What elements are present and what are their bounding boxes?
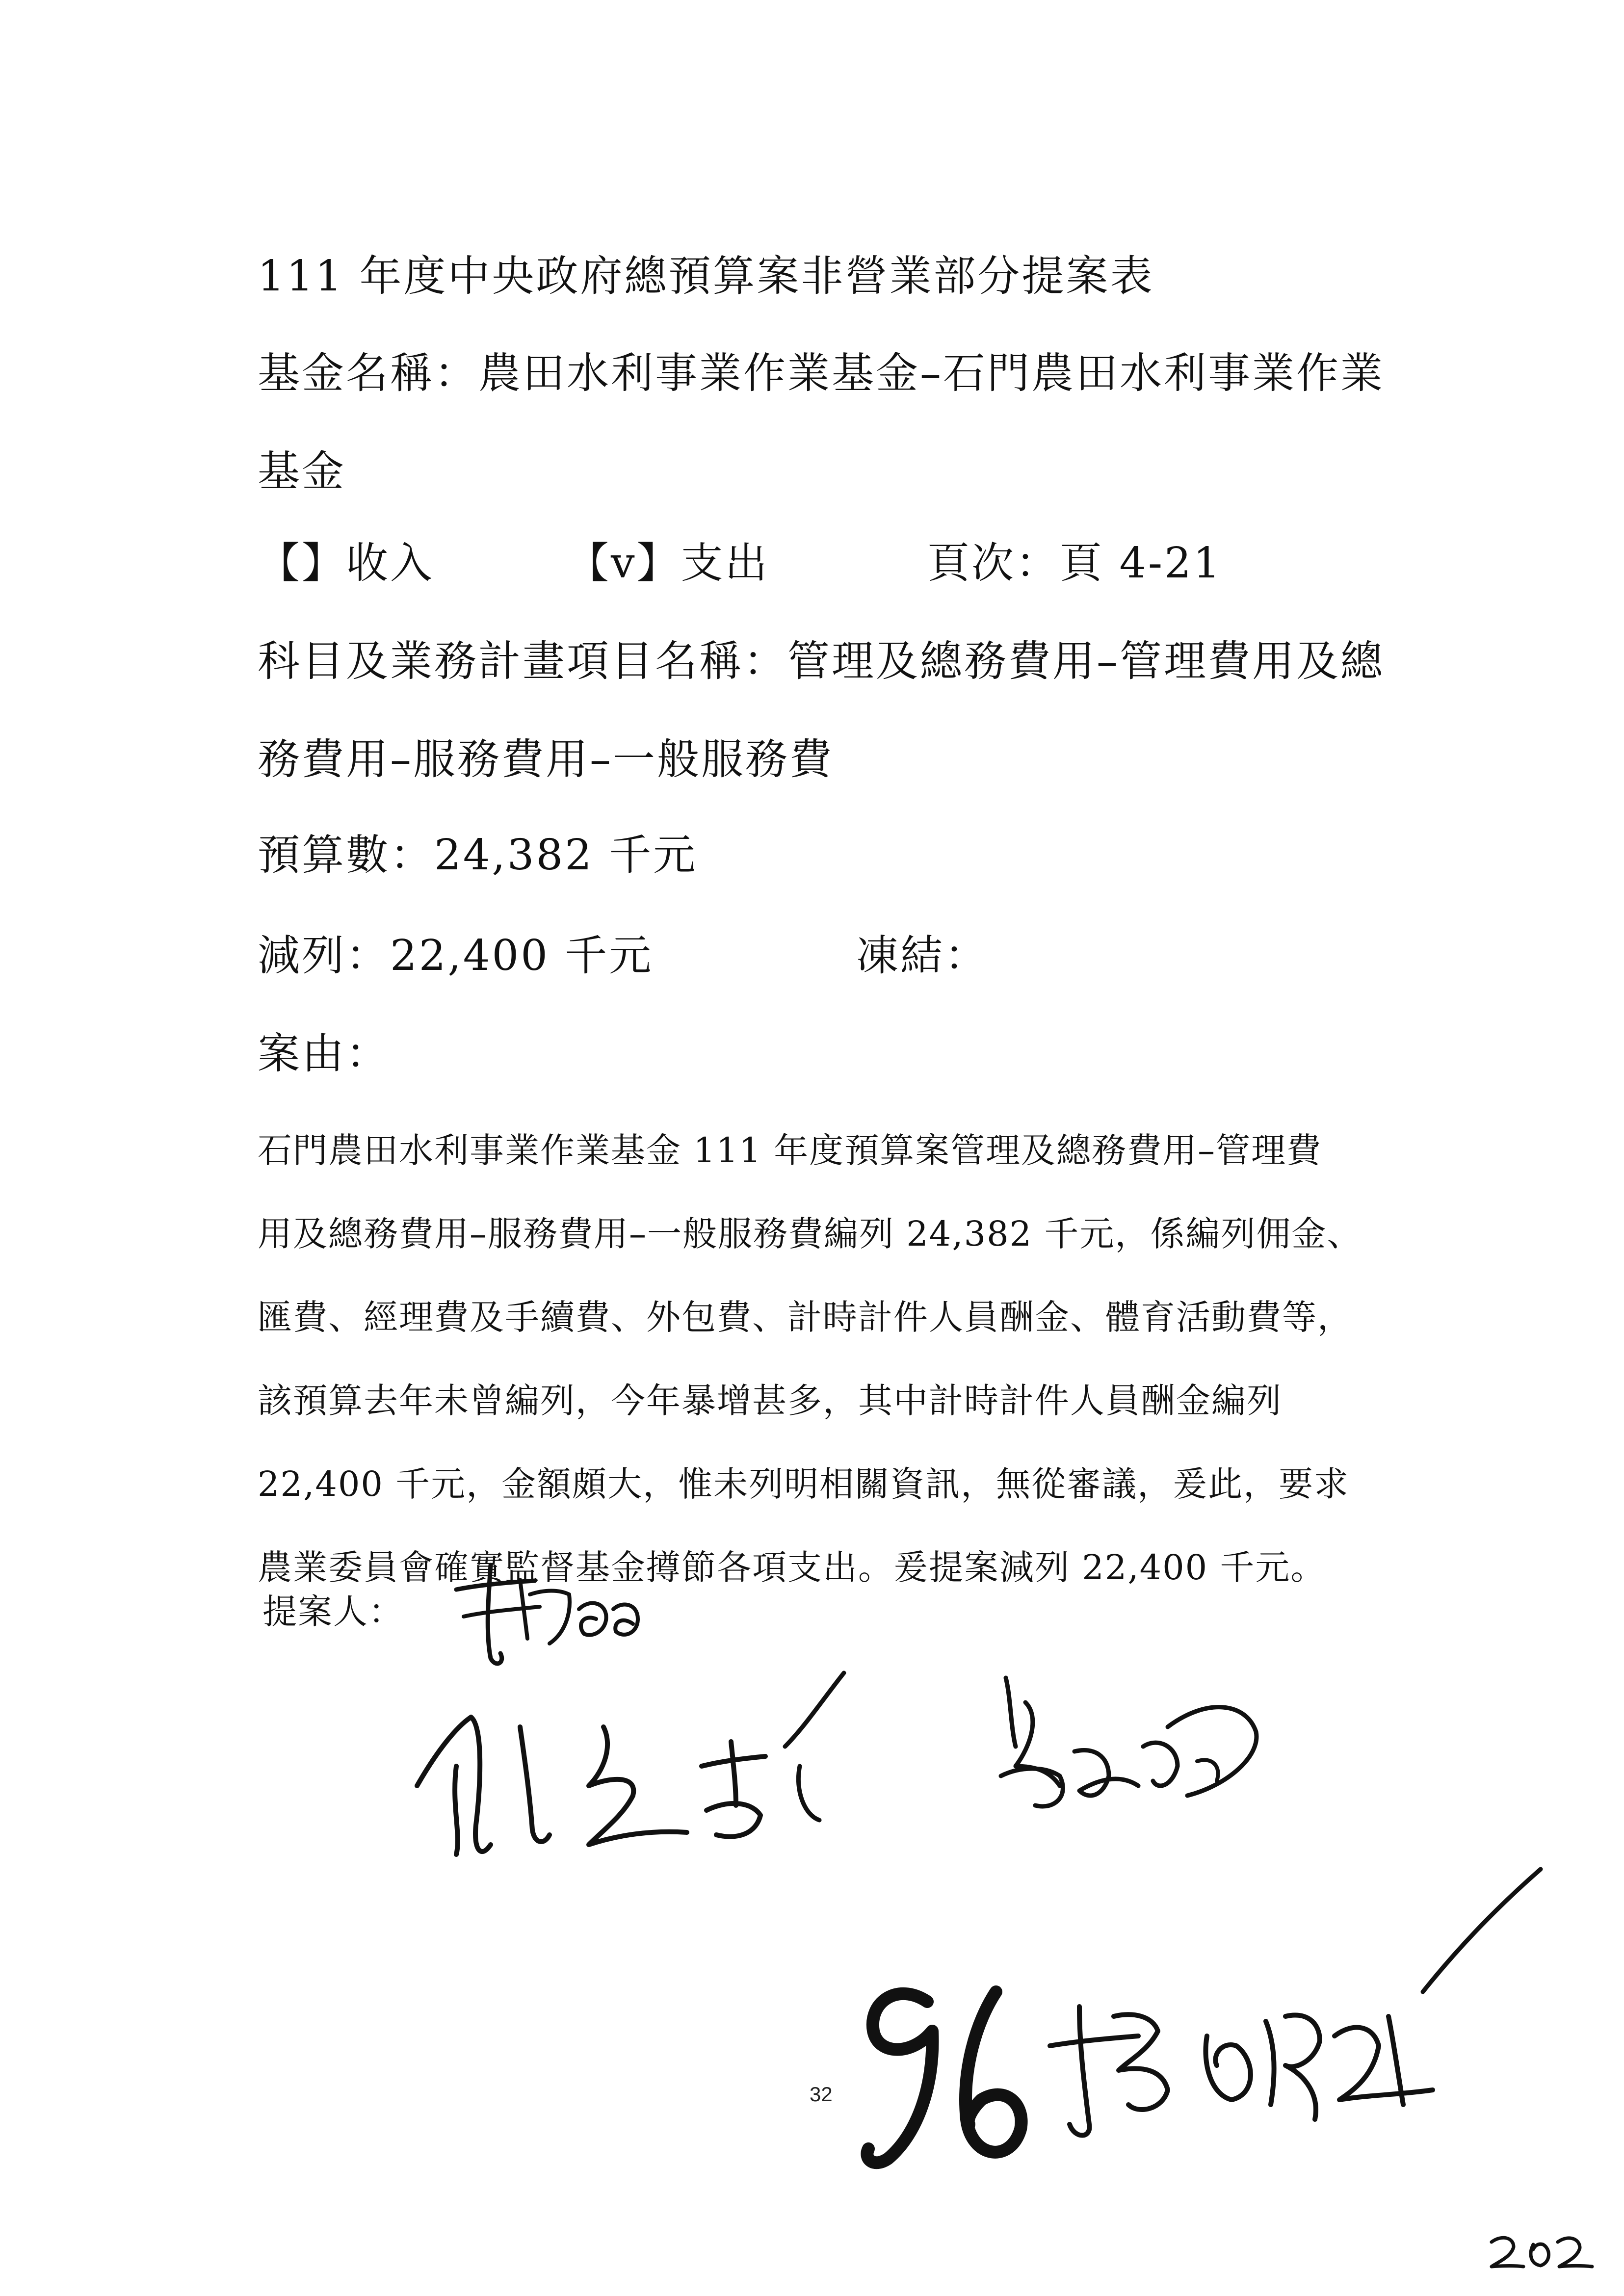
signature-2 [417,1673,844,1854]
reason-paragraph-line: 匯費、經理費及手續費、外包費、計時計件人員酬金、體育活動費等， [258,1297,1353,1337]
page-reference: 頁次：頁 4-21 [927,539,1222,588]
page-number: 32 [810,2083,833,2106]
signature-3 [1001,1678,1257,1806]
reason-paragraph-line: 22,400 千元，金額頗大，惟未列明相關資訊，無從審議，爰此，要求 [258,1464,1350,1504]
reason-label: 案由： [258,1029,390,1078]
subject-line-2: 務費用–服務費用–一般服務費 [258,735,834,784]
expense-checkbox-label: 【v】支出 [567,539,769,588]
document-title: 111 年度中央政府總預算案非營業部分提案表 [258,252,1154,301]
reason-paragraph-line: 用及總務費用–服務費用–一般服務費編列 24,382 千元，係編列佣金、 [258,1214,1362,1254]
income-checkbox-label: 【】收入 [258,539,434,588]
reason-paragraph-line: 農業委員會確實監督基金撙節各項支出。爰提案減列 22,400 千元。 [258,1547,1326,1588]
cut-amount: 減列：22,400 千元 [258,931,654,980]
corner-mark [1492,2238,1592,2267]
reason-paragraph-line: 該預算去年未曾編列，今年暴增甚多，其中計時計件人員酬金編列 [258,1381,1282,1421]
budget-amount: 預算數：24,382 千元 [258,831,698,880]
fund-name-line-1: 基金名稱：農田水利事業作業基金–石門農田水利事業作業 [258,349,1385,398]
signature-4 [1050,1869,1541,2136]
reason-paragraph-line: 石門農田水利事業作業基金 111 年度預算案管理及總務費用–管理費 [258,1130,1322,1171]
freeze-label: 凍結： [856,931,989,980]
proposer-label: 提案人： [262,1592,404,1632]
fund-name-line-2: 基金 [258,447,346,496]
subject-line-1: 科目及業務計畫項目名稱：管理及總務費用–管理費用及總 [258,637,1385,686]
handwritten-number-96 [867,1992,1021,2163]
